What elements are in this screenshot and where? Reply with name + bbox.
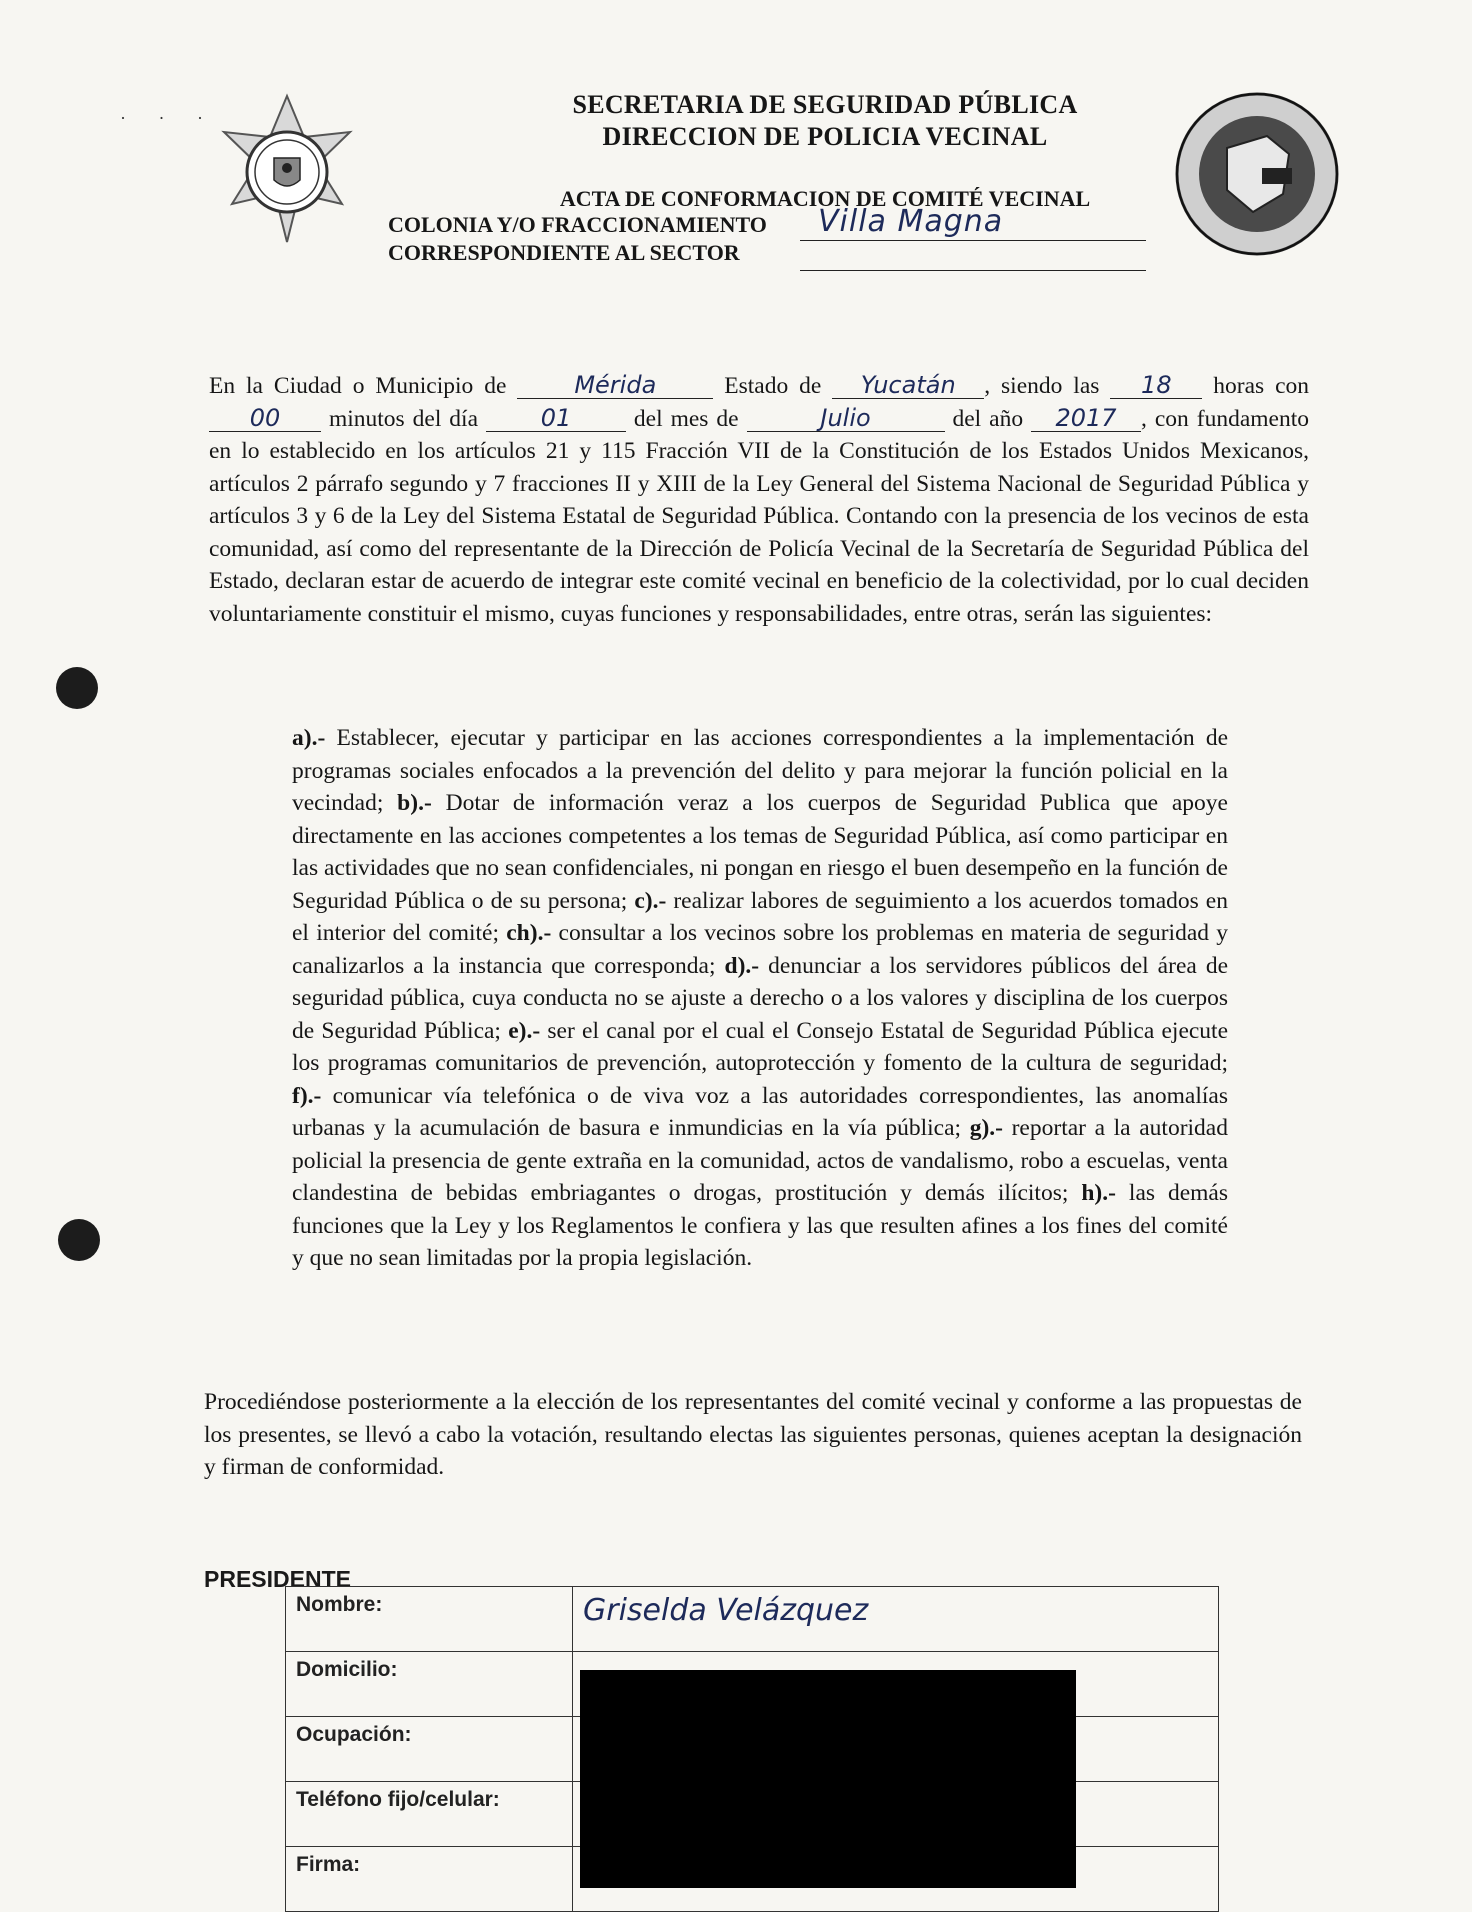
- sector-field: [800, 242, 1146, 271]
- opening-paragraph: [209, 370, 1309, 630]
- ssp-yucatan-star-seal: [212, 92, 362, 252]
- row-label: Ocupación:: [286, 1717, 573, 1782]
- colonia-label: COLONIA Y/O FRACCIONAMIENTO: [388, 212, 767, 237]
- row-label: Firma:: [286, 1847, 573, 1912]
- horas-field: 18: [1110, 372, 1202, 399]
- opening-text: horas con: [1213, 373, 1310, 399]
- function-key: a).-: [292, 725, 326, 751]
- opening-text: En la Ciudad o Municipio de: [209, 373, 507, 399]
- handwritten-name: Griselda Velázquez: [583, 1593, 869, 1628]
- function-text: denunciar a los servidores públicos del área de seguridad pública, cuya conducta no se ajuste a derecho o a los valores y disciplina de los cuerpos de Seguridad Pública;: [292, 952, 1228, 1044]
- function-key: d).-: [724, 952, 760, 979]
- function-text: reportar a la autoridad policial la presencia de gente extraña en la comunidad, actos de vandalismo, robo a escuelas, venta clandestina de bebidas embriagantes o drogas, prostitución y demás ilícitos;: [292, 1115, 1228, 1206]
- functions-list: [292, 722, 1228, 1275]
- opening-text: minutos del día: [328, 405, 479, 432]
- president-title: PRESIDENTE: [204, 1566, 351, 1592]
- row-label: Domicilio:: [286, 1652, 573, 1717]
- function-key: e).-: [508, 1017, 541, 1044]
- row-label: Nombre:: [286, 1587, 573, 1652]
- opening-text: , siendo las: [984, 373, 1100, 399]
- opening-text: del año: [952, 405, 1024, 432]
- function-key: c).-: [634, 887, 667, 914]
- row-label: Teléfono fijo/celular:: [286, 1782, 573, 1847]
- function-text: Dotar de información veraz a los cuerpos de Seguridad Publica que apoye directamente en las acciones competentes a los temas de Seguridad Pública, así como participar en las actividades que no sean confidenciales, ni pongan en riesgo el buen desempeño en la función de Seguridad Pública o de su persona;: [292, 790, 1228, 914]
- function-text: consultar a los vecinos sobre los problemas en materia de seguridad y canalizarlos a la instancia que corresponda;: [292, 920, 1228, 979]
- function-key: ch).-: [506, 920, 552, 946]
- function-key: b).-: [397, 790, 432, 816]
- function-text: Establecer, ejecutar y participar en las acciones correspondientes a la implementación de programas sociales enfocados a la prevención del delito y para mejorar la función policial en la vecindad;: [292, 725, 1228, 816]
- closing-paragraph: Procediéndose posteriormente a la elección de los representantes del comité vecinal y conforme a las propuestas de los presentes, se llevó a cabo la votación, resultando electas las siguientes personas, quienes aceptan la designación y firman de conformidad.: [204, 1389, 1302, 1480]
- act-title: ACTA DE CONFORMACION DE COMITÉ VECINAL: [559, 186, 1091, 211]
- minutos-field: 00: [209, 405, 321, 432]
- function-key: f).-: [292, 1082, 322, 1109]
- opening-text: del mes de: [633, 405, 739, 432]
- header-direccion: DIRECCION DE POLICIA VECINAL: [602, 122, 1048, 151]
- colonia-field: [800, 204, 1146, 241]
- colonia-value: Villa Magna: [818, 204, 1004, 239]
- opening-text: , con fundamento en lo establecido en los artículos 21 y 115 Fracción VII de la Constitución de los Estados Unidos Mexicanos, artículos 2 párrafo segundo y 7 fracciones II y XIII de la Ley General del Sistema Nacional de Seguridad Pública y artículos 3 y 6 de la Ley del Sistema Estatal de Seguridad Pública. Contando con la presencia de los vecinos de esta comunidad, así como del representante de la Dirección de Policía Vecinal de la Secretaría de Seguridad Pública del Estado, declaran estar de acuerdo de integrar este comité vecinal en beneficio de la colectividad, por lo cual deciden voluntariamente constituir el mismo, cuyas funciones y responsabilidades, entre otras, serán las siguientes:: [209, 405, 1309, 627]
- table-row: [286, 1587, 1219, 1652]
- function-text: ser el canal por el cual el Consejo Estatal de Seguridad Pública ejecute los programas comunitarios de prevención, autoprotección y fomento de la cultura de seguridad;: [292, 1017, 1229, 1076]
- function-text: realizar labores de seguimiento a los acuerdos tomados en el interior del comité;: [292, 887, 1228, 946]
- function-text: comunicar vía telefónica o de viva voz a las autoridades correspondientes, las anomalías urbanas y la acumulación de basura e inmundicias en la vía pública;: [292, 1082, 1228, 1141]
- function-key: g).-: [969, 1115, 1003, 1141]
- estado-field: Yucatán: [832, 372, 984, 399]
- sector-label: CORRESPONDIENTE AL SECTOR: [388, 240, 740, 265]
- municipio-field: Mérida: [517, 372, 713, 399]
- punch-hole: [58, 1219, 100, 1261]
- name-value[interactable]: [573, 1587, 1219, 1652]
- punch-hole: [56, 667, 98, 709]
- dia-field: 01: [486, 405, 626, 432]
- redaction-block: [580, 1670, 1076, 1888]
- header-secretaria: SECRETARIA DE SEGURIDAD PÚBLICA: [572, 90, 1078, 119]
- opening-text: Estado de: [724, 373, 822, 399]
- function-text: las demás funciones que la Ley y los Reglamentos le confiera y las que resulten afines a los fines del comité y que no sean limitadas por la propia legislación.: [292, 1180, 1229, 1271]
- anio-field: 2017: [1031, 405, 1141, 432]
- function-key: h).-: [1081, 1180, 1116, 1206]
- mes-field: Julio: [747, 405, 945, 432]
- paper-specks: · · ·: [120, 108, 217, 128]
